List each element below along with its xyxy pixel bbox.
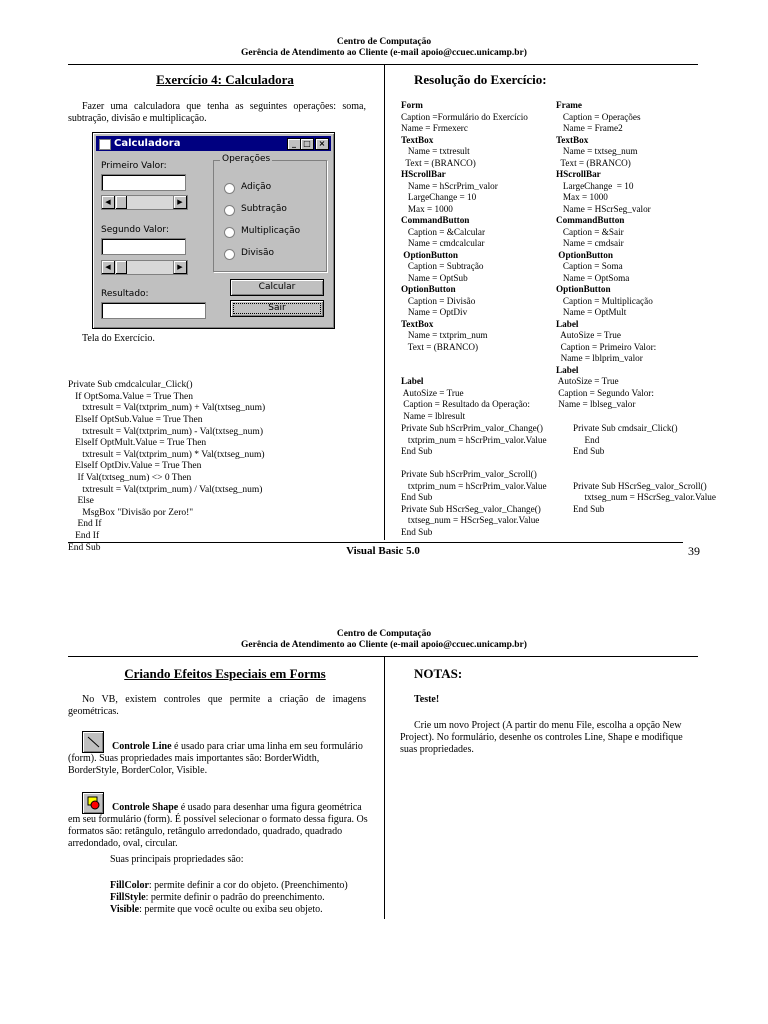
- first-value-input[interactable]: [101, 174, 186, 191]
- property-line: Caption =Formulário do Exercício: [401, 111, 528, 122]
- property-line: [401, 365, 556, 377]
- notes-title: NOTAS:: [414, 666, 463, 681]
- column-divider: [384, 656, 385, 919]
- code-line: [401, 458, 547, 470]
- property-line: Max = 1000: [556, 192, 608, 202]
- first-value-scrollbar[interactable]: [101, 195, 188, 210]
- code-line: Private Sub hScrPrim_valor_Change(): [401, 423, 543, 433]
- property-group-heading: OptionButton: [401, 249, 458, 260]
- property-line: Text = (BRANCO): [401, 341, 479, 352]
- solution-title: Resolução do Exercício:: [414, 72, 547, 87]
- property-line: Caption = &Sair: [556, 226, 624, 237]
- property-group-heading: HScrollBar: [556, 169, 601, 179]
- property-line: Caption = Soma: [556, 261, 623, 271]
- property-line: Name = txtprim_num: [401, 330, 488, 340]
- header-dept: Gerência de Atendimento ao Cliente (e-mail apoio@ccuec.unicamp.br): [241, 640, 527, 650]
- property-line: Caption = Resultado da Operação:: [401, 399, 530, 409]
- property-line: LargeChange = 10: [401, 192, 477, 202]
- property-line: Name = OptMult: [556, 307, 627, 317]
- calc-code-block: [68, 357, 265, 566]
- exercise-title: Exercício 4: Calculadora: [156, 72, 294, 87]
- code-line: ElseIf OptSub.Value = True Then: [68, 414, 203, 425]
- line-control-text: Controle Line é usado para criar uma linha em seu formulário (form). Suas propriedades mais importantes são: BorderWidth, BorderStyle, BorderColor, Visible.: [68, 741, 363, 776]
- close-button[interactable]: ×: [315, 138, 329, 150]
- code-line: txtprim_num = hScrPrim_valor.Value: [401, 434, 547, 445]
- result-input[interactable]: [101, 302, 206, 319]
- radio-multiplicacao-label: Multiplicação: [241, 226, 301, 236]
- code-line: ElseIf OptMult.Value = True Then: [68, 438, 207, 449]
- property-group-heading: OptionButton: [556, 249, 613, 260]
- first-value-label: Primeiro Valor:: [101, 161, 167, 171]
- property-line: Caption = &Calcular: [401, 226, 486, 237]
- second-value-scrollbar[interactable]: [101, 260, 188, 275]
- property-item: FillColor: permite definir a cor do objeto. (Preenchimento): [110, 880, 348, 891]
- header-org: Centro de Computação: [336, 629, 432, 639]
- property-group-heading: Form: [401, 100, 423, 110]
- result-label: Resultado:: [101, 289, 149, 299]
- property-line: Name = OptSub: [401, 272, 468, 283]
- property-item: FillStyle: permite definir o padrão do preenchimento.: [110, 892, 325, 903]
- property-line: Caption = Segundo Valor:: [556, 387, 654, 398]
- exercise-intro: Fazer uma calculadora que tenha as seguintes operações: soma, subtração, divisão e multiplicação.: [68, 101, 366, 124]
- code-line: If Val(txtseg_num) <> 0 Then: [68, 472, 192, 483]
- radio-divisao-label: Divisão: [241, 248, 274, 258]
- property-line: Caption = Operações: [556, 111, 641, 122]
- property-line: LargeChange = 10: [556, 180, 634, 191]
- code-line: MsgBox "Divisão por Zero!": [68, 507, 194, 518]
- radio-adicao[interactable]: [224, 183, 235, 194]
- property-line: Text = (BRANCO): [401, 157, 476, 168]
- second-value-label: Segundo Valor:: [101, 225, 170, 235]
- radio-subtracao[interactable]: [224, 205, 235, 216]
- property-group-heading: CommandButton: [401, 215, 470, 225]
- property-line: Name = lblprim_valor: [556, 353, 643, 363]
- app-icon: [99, 139, 111, 150]
- property-group-heading: Label: [401, 376, 424, 386]
- property-group-heading: CommandButton: [556, 215, 625, 225]
- effects-title: Criando Efeitos Especiais em Forms: [124, 666, 326, 681]
- property-group-heading: Label: [556, 318, 579, 329]
- code-line: End If: [68, 530, 100, 541]
- code-line: txtprim_num = hScrPrim_valor.Value: [401, 480, 547, 491]
- code-line: End Sub: [68, 542, 101, 553]
- property-group-heading: OptionButton: [401, 284, 456, 294]
- scroll-right-icon[interactable]: ▶: [173, 196, 187, 209]
- props-intro: Suas principais propriedades são:: [110, 854, 244, 865]
- scroll-code-block-2: [573, 423, 716, 515]
- second-value-input[interactable]: [101, 238, 186, 255]
- property-line: Name = OptSoma: [556, 272, 630, 283]
- page-number: 39: [688, 544, 700, 558]
- calculator-window: [92, 132, 335, 329]
- property-line: Caption = Primeiro Valor:: [556, 341, 657, 352]
- header-rule: [68, 64, 698, 65]
- property-line: Name = cmdcalcular: [401, 238, 485, 248]
- code-line: txtseg_num = HScrSeg_valor.Value: [573, 492, 716, 502]
- property-line: AutoSize = True: [401, 387, 464, 398]
- property-group-heading: HScrollBar: [401, 169, 446, 179]
- code-line: txtresult = Val(txtprim_num) / Val(txtseg_num): [68, 484, 263, 495]
- property-line: Max = 1000: [401, 203, 453, 214]
- property-group-heading: TextBox: [401, 318, 434, 329]
- property-group-heading: [401, 353, 556, 365]
- code-line: txtseg_num = HScrSeg_valor.Value: [401, 515, 540, 525]
- scroll-left-icon[interactable]: ◀: [102, 196, 115, 209]
- footer-title: Visual Basic 5.0: [346, 545, 420, 557]
- property-group-heading: Label: [556, 364, 579, 375]
- scroll-thumb[interactable]: [116, 261, 127, 274]
- code-line: Private Sub cmdsair_Click(): [573, 423, 678, 433]
- code-line: Private Sub hScrPrim_valor_Scroll(): [401, 469, 537, 479]
- property-line: Name = HScrSeg_valor: [556, 203, 651, 214]
- property-line: Name = cmdsair: [556, 238, 624, 248]
- column-divider: [384, 64, 385, 540]
- properties-col-1: [401, 100, 556, 422]
- properties-col-2: [556, 100, 716, 411]
- code-line: [573, 469, 716, 481]
- property-line: Name = txtseg_num: [556, 146, 638, 156]
- property-item: Visible: permite que você oculte ou exiba seu objeto.: [110, 904, 323, 915]
- operations-frame-caption: Operações: [222, 154, 271, 164]
- code-line: txtresult = Val(txtprim_num) + Val(txtseg_num): [68, 403, 266, 414]
- radio-divisao[interactable]: [224, 249, 235, 260]
- code-line: txtresult = Val(txtprim_num) * Val(txtseg_num): [68, 449, 265, 460]
- code-line: End: [573, 434, 600, 445]
- shape-control-text: Controle Shape é usado para desenhar uma figura geométrica em seu formulário (form). É possível selecionar o formato dessa figura. Os formatos são: retângulo, retângulo arredondado, quadrado, quadrado arredondado, oval, circular.: [68, 802, 368, 849]
- radio-subtracao-label: Subtração: [241, 204, 287, 214]
- operations-frame: [213, 154, 327, 272]
- radio-multiplicacao[interactable]: [224, 227, 235, 238]
- property-line: Name = hScrPrim_valor: [401, 180, 498, 191]
- props-list: [110, 880, 348, 916]
- code-line: End If: [68, 519, 102, 530]
- radio-adicao-label: Adição: [241, 182, 272, 192]
- minimize-button[interactable]: _: [287, 138, 301, 150]
- code-line: End Sub: [401, 446, 433, 456]
- property-line: Name = Frmexerc: [401, 123, 468, 133]
- window-titlebar: [96, 136, 331, 151]
- scroll-thumb[interactable]: [116, 196, 127, 209]
- code-line: ElseIf OptDiv.Value = True Then: [68, 461, 202, 472]
- notes-text: Crie um novo Project (A partir do menu File, escolha a opção New Project). No formulário, desenhe os controles Line, Shape e modifique suas propriedades.: [400, 720, 683, 755]
- property-group-heading: TextBox: [401, 134, 434, 145]
- code-line: End Sub: [573, 446, 605, 456]
- code-line: [573, 458, 716, 470]
- code-line: Private Sub HScrSeg_valor_Change(): [401, 503, 541, 514]
- test-heading: Teste!: [414, 694, 440, 705]
- footer-rule: [68, 542, 683, 543]
- code-line: End Sub: [401, 526, 433, 537]
- maximize-button[interactable]: □: [300, 138, 314, 150]
- code-line: If OptSoma.Value = True Then: [68, 391, 193, 402]
- property-group-heading: OptionButton: [556, 284, 611, 294]
- property-line: Name = lblseg_valor: [556, 399, 636, 409]
- effects-intro: No VB, existem controles que permite a criação de imagens geométricas.: [68, 694, 366, 717]
- property-line: Caption = Multiplicação: [556, 295, 653, 306]
- code-line: End Sub: [573, 503, 605, 514]
- header-dept: Gerência de Atendimento ao Cliente (e-mail apoio@ccuec.unicamp.br): [241, 48, 527, 58]
- calculate-button[interactable]: Calcular: [230, 279, 324, 296]
- scroll-code-block-1: [401, 423, 547, 538]
- code-line: Private Sub cmdcalcular_Click(): [68, 380, 193, 391]
- exit-button[interactable]: Sair: [230, 300, 324, 317]
- property-line: Name = lblresult: [401, 410, 466, 421]
- property-line: Text = (BRANCO): [556, 157, 631, 168]
- property-line: AutoSize = True: [556, 330, 621, 340]
- code-line: Else: [68, 496, 94, 507]
- header-rule: [68, 656, 698, 657]
- property-line: Name = OptDiv: [401, 307, 468, 317]
- window-title: Calculadora: [114, 138, 181, 149]
- property-line: Name = txtresult: [401, 146, 470, 156]
- code-line: End Sub: [401, 492, 433, 502]
- header-org: Centro de Computação: [336, 37, 432, 47]
- property-line: Caption = Subtração: [401, 261, 484, 271]
- property-line: Name = Frame2: [556, 123, 623, 133]
- property-line: Caption = Divisão: [401, 295, 476, 306]
- property-group-heading: Frame: [556, 100, 583, 110]
- property-group-heading: TextBox: [556, 134, 589, 145]
- code-line: txtresult = Val(txtprim_num) - Val(txtseg_num): [68, 426, 263, 437]
- scroll-right-icon[interactable]: ▶: [173, 261, 187, 274]
- scroll-left-icon[interactable]: ◀: [102, 261, 115, 274]
- screen-caption: Tela do Exercício.: [82, 333, 155, 344]
- code-line: Private Sub HScrSeg_valor_Scroll(): [573, 480, 707, 491]
- property-line: AutoSize = True: [556, 376, 619, 386]
